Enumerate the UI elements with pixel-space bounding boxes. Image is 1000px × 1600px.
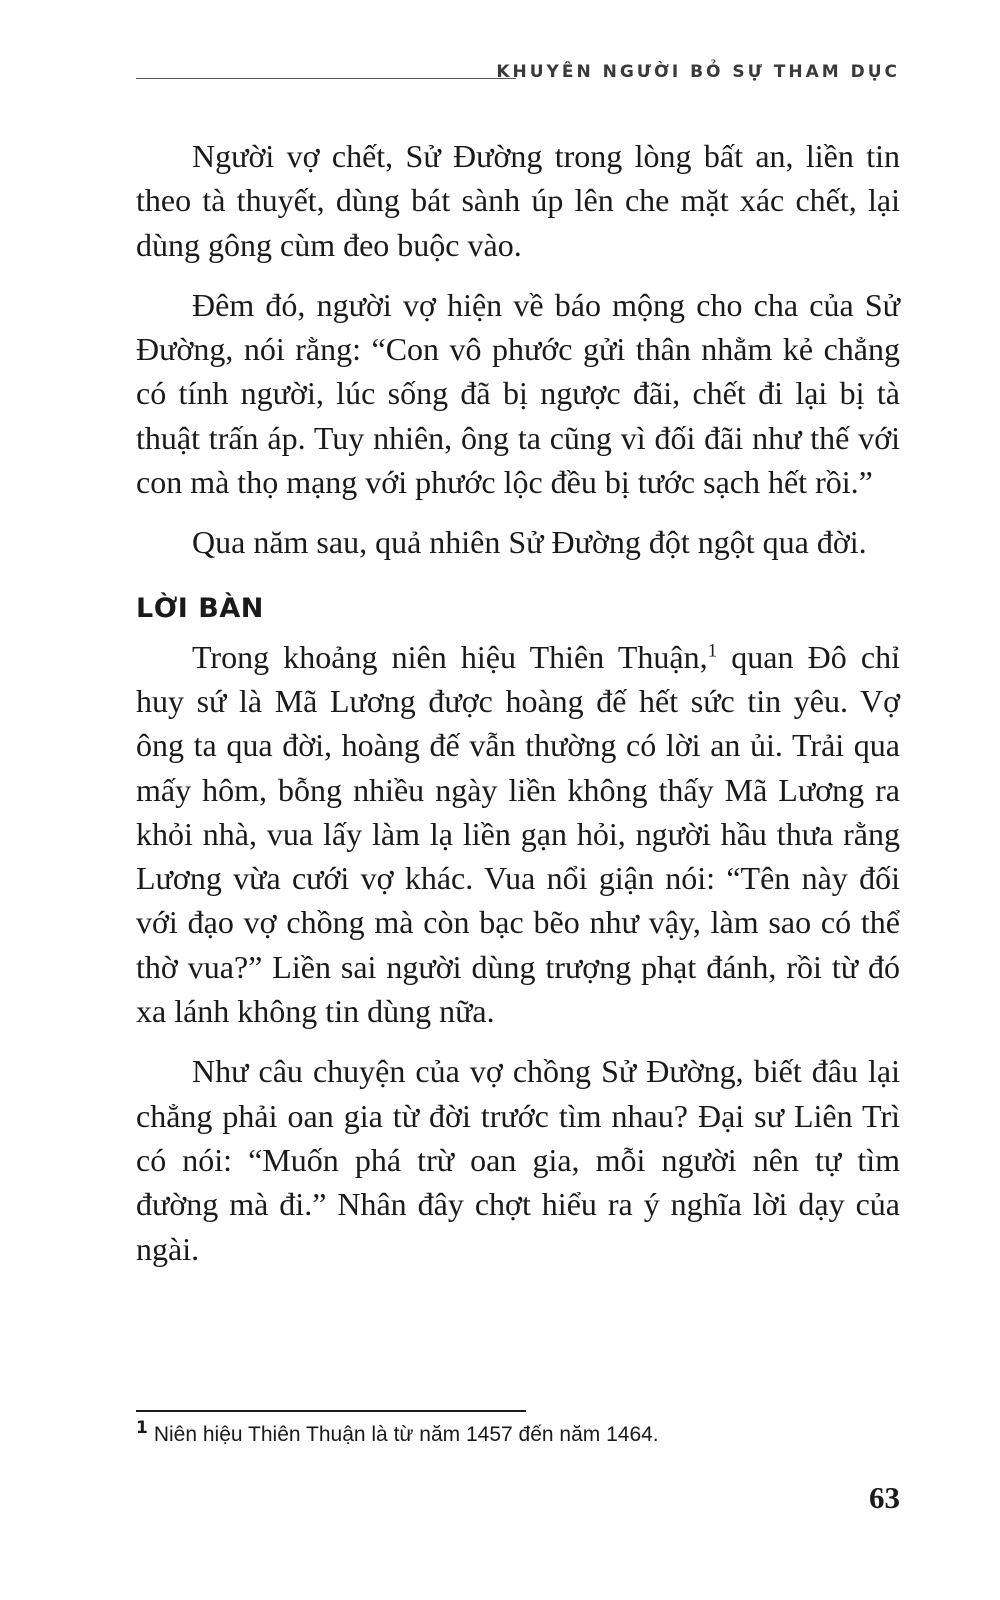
footnote-mark: 1 (136, 1418, 148, 1438)
footnote-rule (136, 1410, 526, 1412)
commentary-heading: LỜI BÀN (136, 592, 264, 624)
story-paragraph-1: Người vợ chết, Sử Đường trong lòng bất an, liền tin theo tà thuyết, dùng bát sành úp lên che mặt xác chết, lại dùng gông cùm đeo buộc vào. (136, 138, 900, 263)
footnote-reference[interactable]: 1 (707, 640, 718, 662)
footnote (136, 1420, 900, 1450)
footnote-text: Niên hiệu Thiên Thuận là từ năm 1457 đến năm 1464. (153, 1423, 659, 1446)
running-header (136, 58, 900, 88)
page-number: 63 (869, 1480, 900, 1515)
story-paragraph-3: Qua năm sau, quả nhiên Sử Đường đột ngột qua đời. (192, 524, 867, 561)
body-text (136, 134, 900, 1287)
commentary-paragraph-2: Như câu chuyện của vợ chồng Sử Đường, biết đâu lại chẳng phải oan gia từ đời trước tìm nhau? Đại sư Liên Trì có nói: “Muốn phá trừ oan gia, mỗi người nên tự tìm đường mà đi.” Nhân đây chợt hiểu ra ý nghĩa lời dạy của ngài. (136, 1053, 900, 1267)
story-paragraph-2: Đêm đó, người vợ hiện về báo mộng cho cha của Sử Đường, nói rằng: “Con vô phước gửi thân nhằm kẻ chẳng có tính người, lúc sống đã bị ngược đãi, chết đi lại bị tà thuật trấn áp. Tuy nhiên, ông ta cũng vì đối đãi như thế với con mà thọ mạng với phước lộc đều bị tước sạch hết rồi.” (136, 286, 900, 501)
commentary-paragraph-1 (136, 635, 900, 1034)
header-rule (136, 78, 516, 79)
commentary-text-after-ref: quan Đô chỉ huy sứ là Mã Lương được hoàng đế hết sức tin yêu. Vợ ông ta qua đời, hoàng đế vẫn thường có lời an ủi. Trải qua mấy hôm, bỗng nhiều ngày liền không thấy Mã Lương ra khỏi nhà, vua lấy làm lạ liền gạn hỏi, người hầu thưa rằng Lương vừa cưới vợ khác. Vua nổi giận nói: “Tên này đối với đạo vợ chồng mà còn bạc bẽo như vậy, làm sao có thể thờ vua?” Liền sai người dùng trượng phạt đánh, rồi từ đó xa lánh không tin dùng nữa. (136, 638, 901, 1030)
commentary-text-before-ref: Trong khoảng niên hiệu Thiên Thuận, (192, 638, 708, 675)
chapter-title: KHUYÊN NGƯỜI BỎ SỰ THAM DỤC (496, 62, 900, 82)
